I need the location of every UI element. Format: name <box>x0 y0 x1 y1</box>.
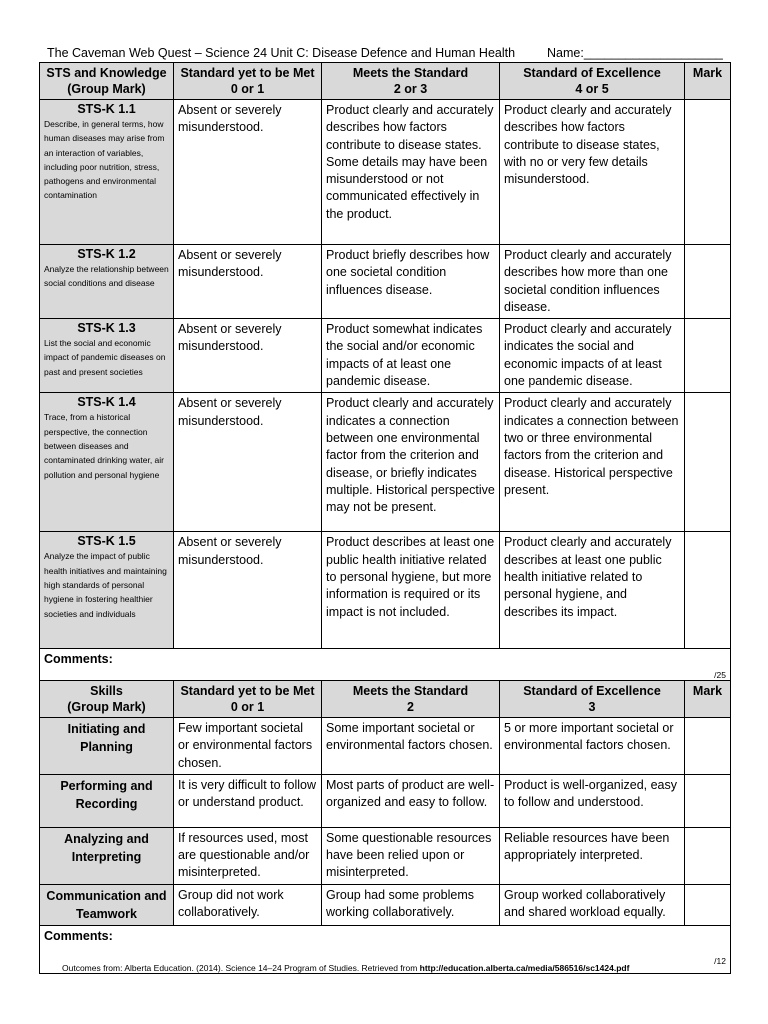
meets-cell: Product briefly describes how one societal condition influences disease. <box>322 245 500 319</box>
header-meets: Meets the Standard 2 or 3 <box>322 63 500 100</box>
meets-cell: Some questionable resources have been relied upon or misinterpreted. <box>322 827 500 884</box>
rubric-header-row <box>40 681 731 718</box>
mark-cell[interactable] <box>685 884 731 925</box>
meets-cell: Most parts of product are well-organized and easy to follow. <box>322 774 500 827</box>
excellence-cell: Product is well-organized, easy to follow and understood. <box>500 774 685 827</box>
yet-cell: Absent or severely misunderstood. <box>174 319 322 393</box>
skill-cell: Communication and Teamwork <box>40 884 174 925</box>
header-excellence: Standard of Excellence 4 or 5 <box>500 63 685 100</box>
skills-rubric <box>39 680 731 974</box>
table-row <box>40 393 731 532</box>
total-score: /12 <box>714 956 726 967</box>
header-excellence: Standard of Excellence 3 <box>500 681 685 718</box>
header-yet-to-be-met: Standard yet to be Met 0 or 1 <box>174 681 322 718</box>
citation-text: Outcomes from: Alberta Education. (2014). Science 14–24 Program of Studies. Retrieved from <box>62 963 420 973</box>
skill-cell: Analyzing and Interpreting <box>40 827 174 884</box>
yet-cell: Few important societal or environmental factors chosen. <box>174 718 322 775</box>
excellence-cell: Product clearly and accurately describes how factors contribute to disease states, with no or very few details misunderstood. <box>500 100 685 245</box>
mark-cell[interactable] <box>685 774 731 827</box>
table-row <box>40 884 731 925</box>
meets-cell: Some important societal or environmental factors chosen. <box>322 718 500 775</box>
mark-cell[interactable] <box>685 718 731 775</box>
mark-cell[interactable] <box>685 100 731 245</box>
excellence-cell: Product clearly and accurately describes at least one public health initiative related to personal hygiene, and describes its impact. <box>500 532 685 649</box>
total-score: /25 <box>714 670 726 681</box>
header-mark: Mark <box>685 681 731 718</box>
comments-label: Comments: <box>44 652 113 667</box>
citation-link[interactable]: http://education.alberta.ca/media/586516/sc1424.pdf <box>419 963 630 973</box>
mark-cell[interactable] <box>685 393 731 532</box>
yet-cell: It is very difficult to follow or understand product. <box>174 774 322 827</box>
rubric-header-row <box>40 63 731 100</box>
excellence-cell: 5 or more important societal or environmental factors chosen. <box>500 718 685 775</box>
yet-cell: Absent or severely misunderstood. <box>174 393 322 532</box>
yet-cell: Absent or severely misunderstood. <box>174 532 322 649</box>
mark-cell[interactable] <box>685 532 731 649</box>
header-criterion: STS and Knowledge (Group Mark) <box>40 63 174 100</box>
source-citation <box>62 963 629 973</box>
table-row <box>40 532 731 649</box>
comments-label: Comments: <box>44 928 113 943</box>
excellence-cell: Group worked collaboratively and shared workload equally. <box>500 884 685 925</box>
excellence-cell: Product clearly and accurately indicates the social and economic impacts of at least one pandemic disease. <box>500 319 685 393</box>
header-criterion: Skills (Group Mark) <box>40 681 174 718</box>
skill-cell: Initiating and Planning <box>40 718 174 775</box>
table-row <box>40 319 731 393</box>
document-title: The Caveman Web Quest – Science 24 Unit C: Disease Defence and Human Health <box>47 46 516 60</box>
mark-cell[interactable] <box>685 245 731 319</box>
mark-cell[interactable] <box>685 827 731 884</box>
excellence-cell: Product clearly and accurately indicates a connection between two or three environmental factors from the criterion and disease. Historical perspective present. <box>500 393 685 532</box>
criterion-cell: STS-K 1.1 Describe, in general terms, how human diseases may arise from an interaction of variables, including poor nutrition, stress, pathogens and environmental contamination <box>40 100 174 245</box>
criterion-cell: STS-K 1.5 Analyze the impact of public health initiatives and maintaining high standards of personal hygiene in fostering healthier societies and individuals <box>40 532 174 649</box>
yet-cell: Absent or severely misunderstood. <box>174 100 322 245</box>
sts-knowledge-rubric <box>39 62 731 687</box>
yet-cell: Group did not work collaboratively. <box>174 884 322 925</box>
yet-cell: Absent or severely misunderstood. <box>174 245 322 319</box>
table-row <box>40 827 731 884</box>
meets-cell: Product clearly and accurately describes how factors contribute to disease states. Some details may have been misunderstood or not communicated effectively in the product. <box>322 100 500 245</box>
table-row <box>40 100 731 245</box>
meets-cell: Product clearly and accurately indicates a connection between one environmental factor from the criterion and disease, or briefly indicates multiple. Historical perspective may not be present. <box>322 393 500 532</box>
yet-cell: If resources used, most are questionable and/or misinterpreted. <box>174 827 322 884</box>
table-row <box>40 245 731 319</box>
criterion-cell: STS-K 1.3 List the social and economic impact of pandemic diseases on past and present societies <box>40 319 174 393</box>
header-yet-to-be-met: Standard yet to be Met 0 or 1 <box>174 63 322 100</box>
meets-cell: Group had some problems working collaboratively. <box>322 884 500 925</box>
excellence-cell: Product clearly and accurately describes how more than one societal condition influences disease. <box>500 245 685 319</box>
header-mark: Mark <box>685 63 731 100</box>
criterion-cell: STS-K 1.4 Trace, from a historical perspective, the connection between diseases and contaminated drinking water, air pollution and personal hygiene <box>40 393 174 532</box>
table-row <box>40 718 731 775</box>
meets-cell: Product somewhat indicates the social and/or economic impacts of at least one pandemic disease. <box>322 319 500 393</box>
header-meets: Meets the Standard 2 <box>322 681 500 718</box>
name-field: Name:____________________ <box>547 46 723 60</box>
mark-cell[interactable] <box>685 319 731 393</box>
skill-cell: Performing and Recording <box>40 774 174 827</box>
table-row <box>40 774 731 827</box>
document-header <box>47 46 727 60</box>
meets-cell: Product describes at least one public health initiative related to personal hygiene, but more information is required or its impact is not included. <box>322 532 500 649</box>
criterion-cell: STS-K 1.2 Analyze the relationship between social conditions and disease <box>40 245 174 319</box>
excellence-cell: Reliable resources have been appropriately interpreted. <box>500 827 685 884</box>
